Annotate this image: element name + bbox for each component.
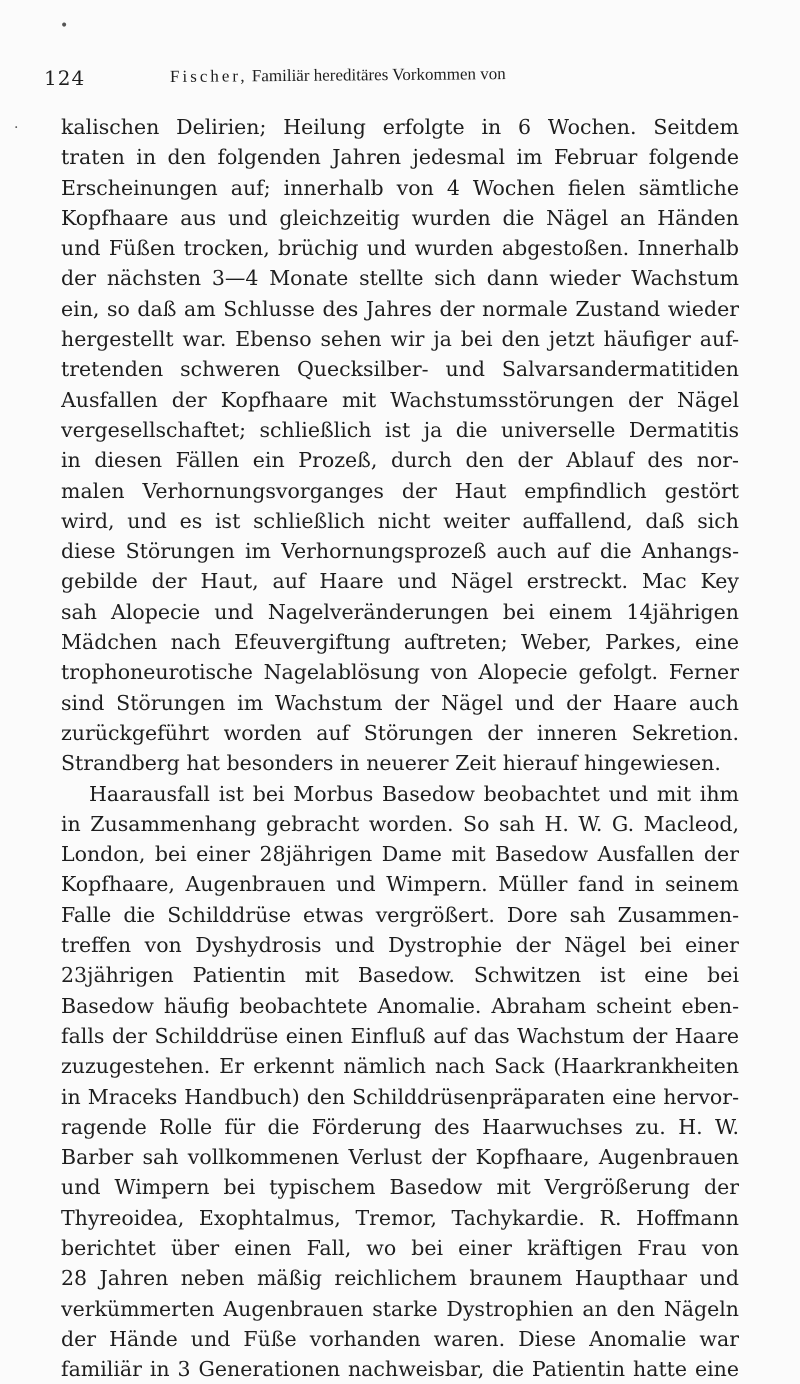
text-line: ragende Rolle für die Förderung des Haarwuchses zu. H. W. bbox=[61, 1114, 739, 1139]
text-line: zuzugestehen. Er erkennt nämlich nach Sack (Haarkrankheiten bbox=[61, 1054, 739, 1079]
text-line: zurückgeführt worden auf Störungen der inneren Sekretion. bbox=[61, 720, 739, 745]
page-header bbox=[44, 66, 744, 96]
text-line: falls der Schilddrüse einen Einfluß auf das Wachstum der Haare bbox=[61, 1023, 739, 1048]
text-line: in Mraceks Handbuch) den Schilddrüsenpräparaten eine hervor- bbox=[61, 1084, 739, 1109]
text-line: wird, und es ist schließlich nicht weiter auffallend, daß sich bbox=[61, 508, 739, 533]
text-line: Mädchen nach Efeuvergiftung auftreten; Weber, Parkes, eine bbox=[61, 630, 739, 655]
text-line: diese Störungen im Verhornungsprozeß auch auf die Anhangs- bbox=[61, 539, 739, 564]
page-number: 124 bbox=[44, 66, 86, 90]
print-speck: • bbox=[60, 18, 69, 34]
text-line: Erscheinungen auf; innerhalb von 4 Wochen fielen sämtliche bbox=[61, 175, 739, 200]
text-line: Kopfhaare, Augenbrauen und Wimpern. Müller fand in seinem bbox=[61, 872, 739, 897]
text-line: traten in den folgenden Jahren jedesmal im Februar folgende bbox=[61, 145, 739, 170]
text-line: 28 Jahren neben mäßig reichlichem braunem Haupthaar und bbox=[61, 1266, 739, 1291]
text-line: Barber sah vollkommenen Verlust der Kopfhaare, Augenbrauen bbox=[61, 1145, 739, 1170]
text-line: Falle die Schilddrüse etwas vergrößert. Dore sah Zusammen- bbox=[61, 902, 739, 927]
text-line: und Füßen trocken, brüchig und wurden abgestoßen. Innerhalb bbox=[61, 236, 739, 261]
text-line: Basedow häufig beobachtete Anomalie. Abraham scheint eben- bbox=[61, 993, 739, 1018]
text-line: der nächsten 3—4 Monate stellte sich dann wieder Wachstum bbox=[61, 266, 739, 291]
text-line: trophoneurotische Nagelablösung von Alopecie gefolgt. Ferner bbox=[61, 660, 739, 685]
text-line: tretenden schweren Quecksilber- und Salvarsandermatitiden bbox=[61, 357, 739, 382]
text-line: London, bei einer 28jährigen Dame mit Basedow Ausfallen der bbox=[61, 842, 739, 867]
text-line: gebilde der Haut, auf Haare und Nägel erstreckt. Mac Key bbox=[61, 569, 739, 594]
text-line: malen Verhornungsvorganges der Haut empfindlich gestört bbox=[61, 478, 739, 503]
text-line: ein, so daß am Schlusse des Jahres der normale Zustand wieder bbox=[61, 296, 739, 321]
paragraph-first-line: Haarausfall ist bei Morbus Basedow beobachtet und mit ihm bbox=[89, 781, 739, 806]
text-line: treffen von Dyshydrosis und Dystrophie der Nägel bei einer bbox=[61, 933, 739, 958]
text-line: vergesellschaftet; schließlich ist ja die universelle Dermatitis bbox=[61, 417, 739, 442]
text-line: Ausfallen der Kopfhaare mit Wachstumsstörungen der Nägel bbox=[61, 387, 739, 412]
text-line: verkümmerten Augenbrauen starke Dystrophien an den Nägeln bbox=[61, 1296, 739, 1321]
text-line: Kopfhaare aus und gleichzeitig wurden die Nägel an Händen bbox=[61, 205, 739, 230]
text-line: familiär in 3 Generationen nachweisbar, die Patientin hatte eine bbox=[61, 1357, 739, 1382]
text-line: in Zusammenhang gebracht worden. So sah H. W. G. Macleod, bbox=[61, 811, 739, 836]
text-line: kalischen Delirien; Heilung erfolgte in 6 Wochen. Seitdem bbox=[61, 115, 739, 139]
text-line: und Wimpern bei typischem Basedow mit Vergrößerung der bbox=[61, 1175, 739, 1200]
text-line: hergestellt war. Ebenso sehen wir ja bei den jetzt häufiger auf- bbox=[61, 327, 739, 352]
body-text bbox=[61, 112, 739, 1384]
text-line: in diesen Fällen ein Prozeß, durch den der Ablauf des nor- bbox=[61, 448, 739, 473]
running-head-author: Fischer, bbox=[169, 66, 248, 86]
text-line: berichtet über einen Fall, wo bei einer kräftigen Frau von bbox=[61, 1235, 739, 1260]
running-head bbox=[170, 64, 506, 87]
text-line: Thyreoidea, Exophtalmus, Tremor, Tachykardie. R. Hoffmann bbox=[61, 1205, 739, 1230]
text-line: sind Störungen im Wachstum der Nägel und der Haare auch bbox=[61, 690, 739, 715]
running-head-title: Familiär hereditäres Vorkommen von bbox=[251, 64, 506, 86]
margin-mark: · bbox=[14, 120, 19, 136]
text-line: der Hände und Füße vorhanden waren. Diese Anomalie war bbox=[61, 1326, 739, 1351]
text-line: Strandberg hat besonders in neuerer Zeit hierauf hingewiesen. bbox=[61, 751, 721, 776]
text-line: sah Alopecie und Nagelveränderungen bei einem 14jährigen bbox=[61, 599, 739, 624]
text-line: 23jährigen Patientin mit Basedow. Schwitzen ist eine bei bbox=[61, 963, 739, 988]
